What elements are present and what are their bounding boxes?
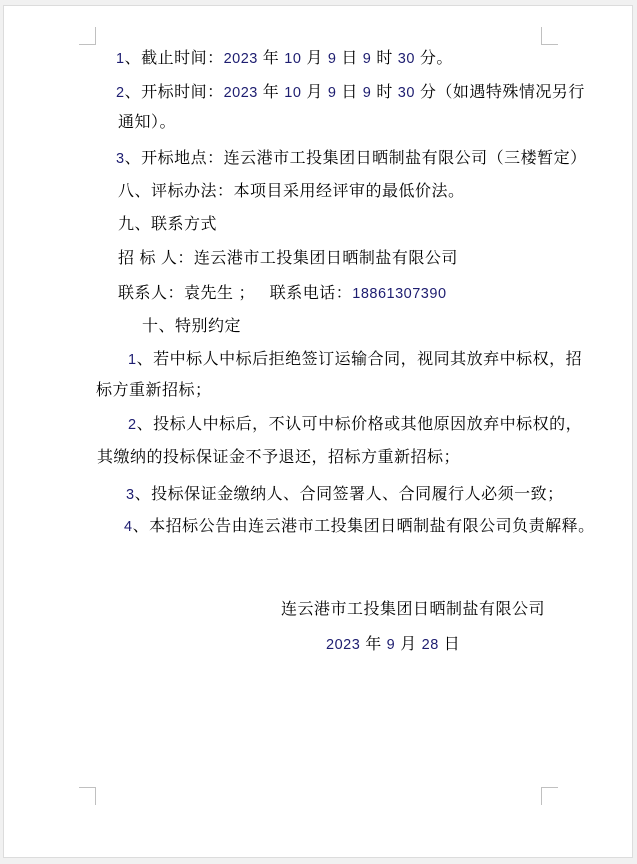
line-contact-heading: 九、联系方式 xyxy=(118,216,218,233)
line-contact-person: 联系人：袁先生 ； 联系电话：18861307390 xyxy=(118,285,447,302)
text-boundary-mark-top-left xyxy=(79,27,96,45)
signature-company: 连云港市工投集团日晒制盐有限公司 xyxy=(281,601,546,618)
line-evaluation-method: 八、评标办法：本项目采用经评审的最低价法。 xyxy=(118,183,465,200)
line-deadline-time: 1、截止时间：2023 年 10 月 9 日 9 时 30 分。 xyxy=(116,50,453,67)
document-page[interactable] xyxy=(3,5,633,858)
signature-date: 2023 年 9 月 28 日 xyxy=(326,636,461,653)
line-term-4: 4、本招标公告由连云港市工投集团日晒制盐有限公司负责解释。 xyxy=(124,518,595,535)
line-term-1: 1、若中标人中标后拒绝签订运输合同，视同其放弃中标权，招 xyxy=(128,351,583,368)
line-tenderee: 招 标 人：连云港市工投集团日晒制盐有限公司 xyxy=(118,250,458,267)
text-boundary-mark-bottom-left xyxy=(79,787,96,805)
text-boundary-mark-bottom-right xyxy=(541,787,558,805)
line-term-2: 2、投标人中标后，不认可中标价格或其他原因放弃中标权的， xyxy=(128,416,583,433)
line-term-2-cont: 其缴纳的投标保证金不予退还，招标方重新招标； xyxy=(97,449,461,466)
line-special-terms-heading: 十、特别约定 xyxy=(142,318,242,335)
text-boundary-mark-top-right xyxy=(541,27,558,45)
line-term-3: 3、投标保证金缴纳人、合同签署人、合同履行人必须一致； xyxy=(126,486,564,503)
line-opening-location: 3、开标地点：连云港市工投集团日晒制盐有限公司（三楼暂定） xyxy=(116,150,587,167)
line-opening-time: 2、开标时间：2023 年 10 月 9 日 9 时 30 分（如遇特殊情况另行 xyxy=(116,84,585,101)
line-term-1-cont: 标方重新招标； xyxy=(96,382,212,399)
line-opening-time-cont: 通知）。 xyxy=(118,114,177,131)
